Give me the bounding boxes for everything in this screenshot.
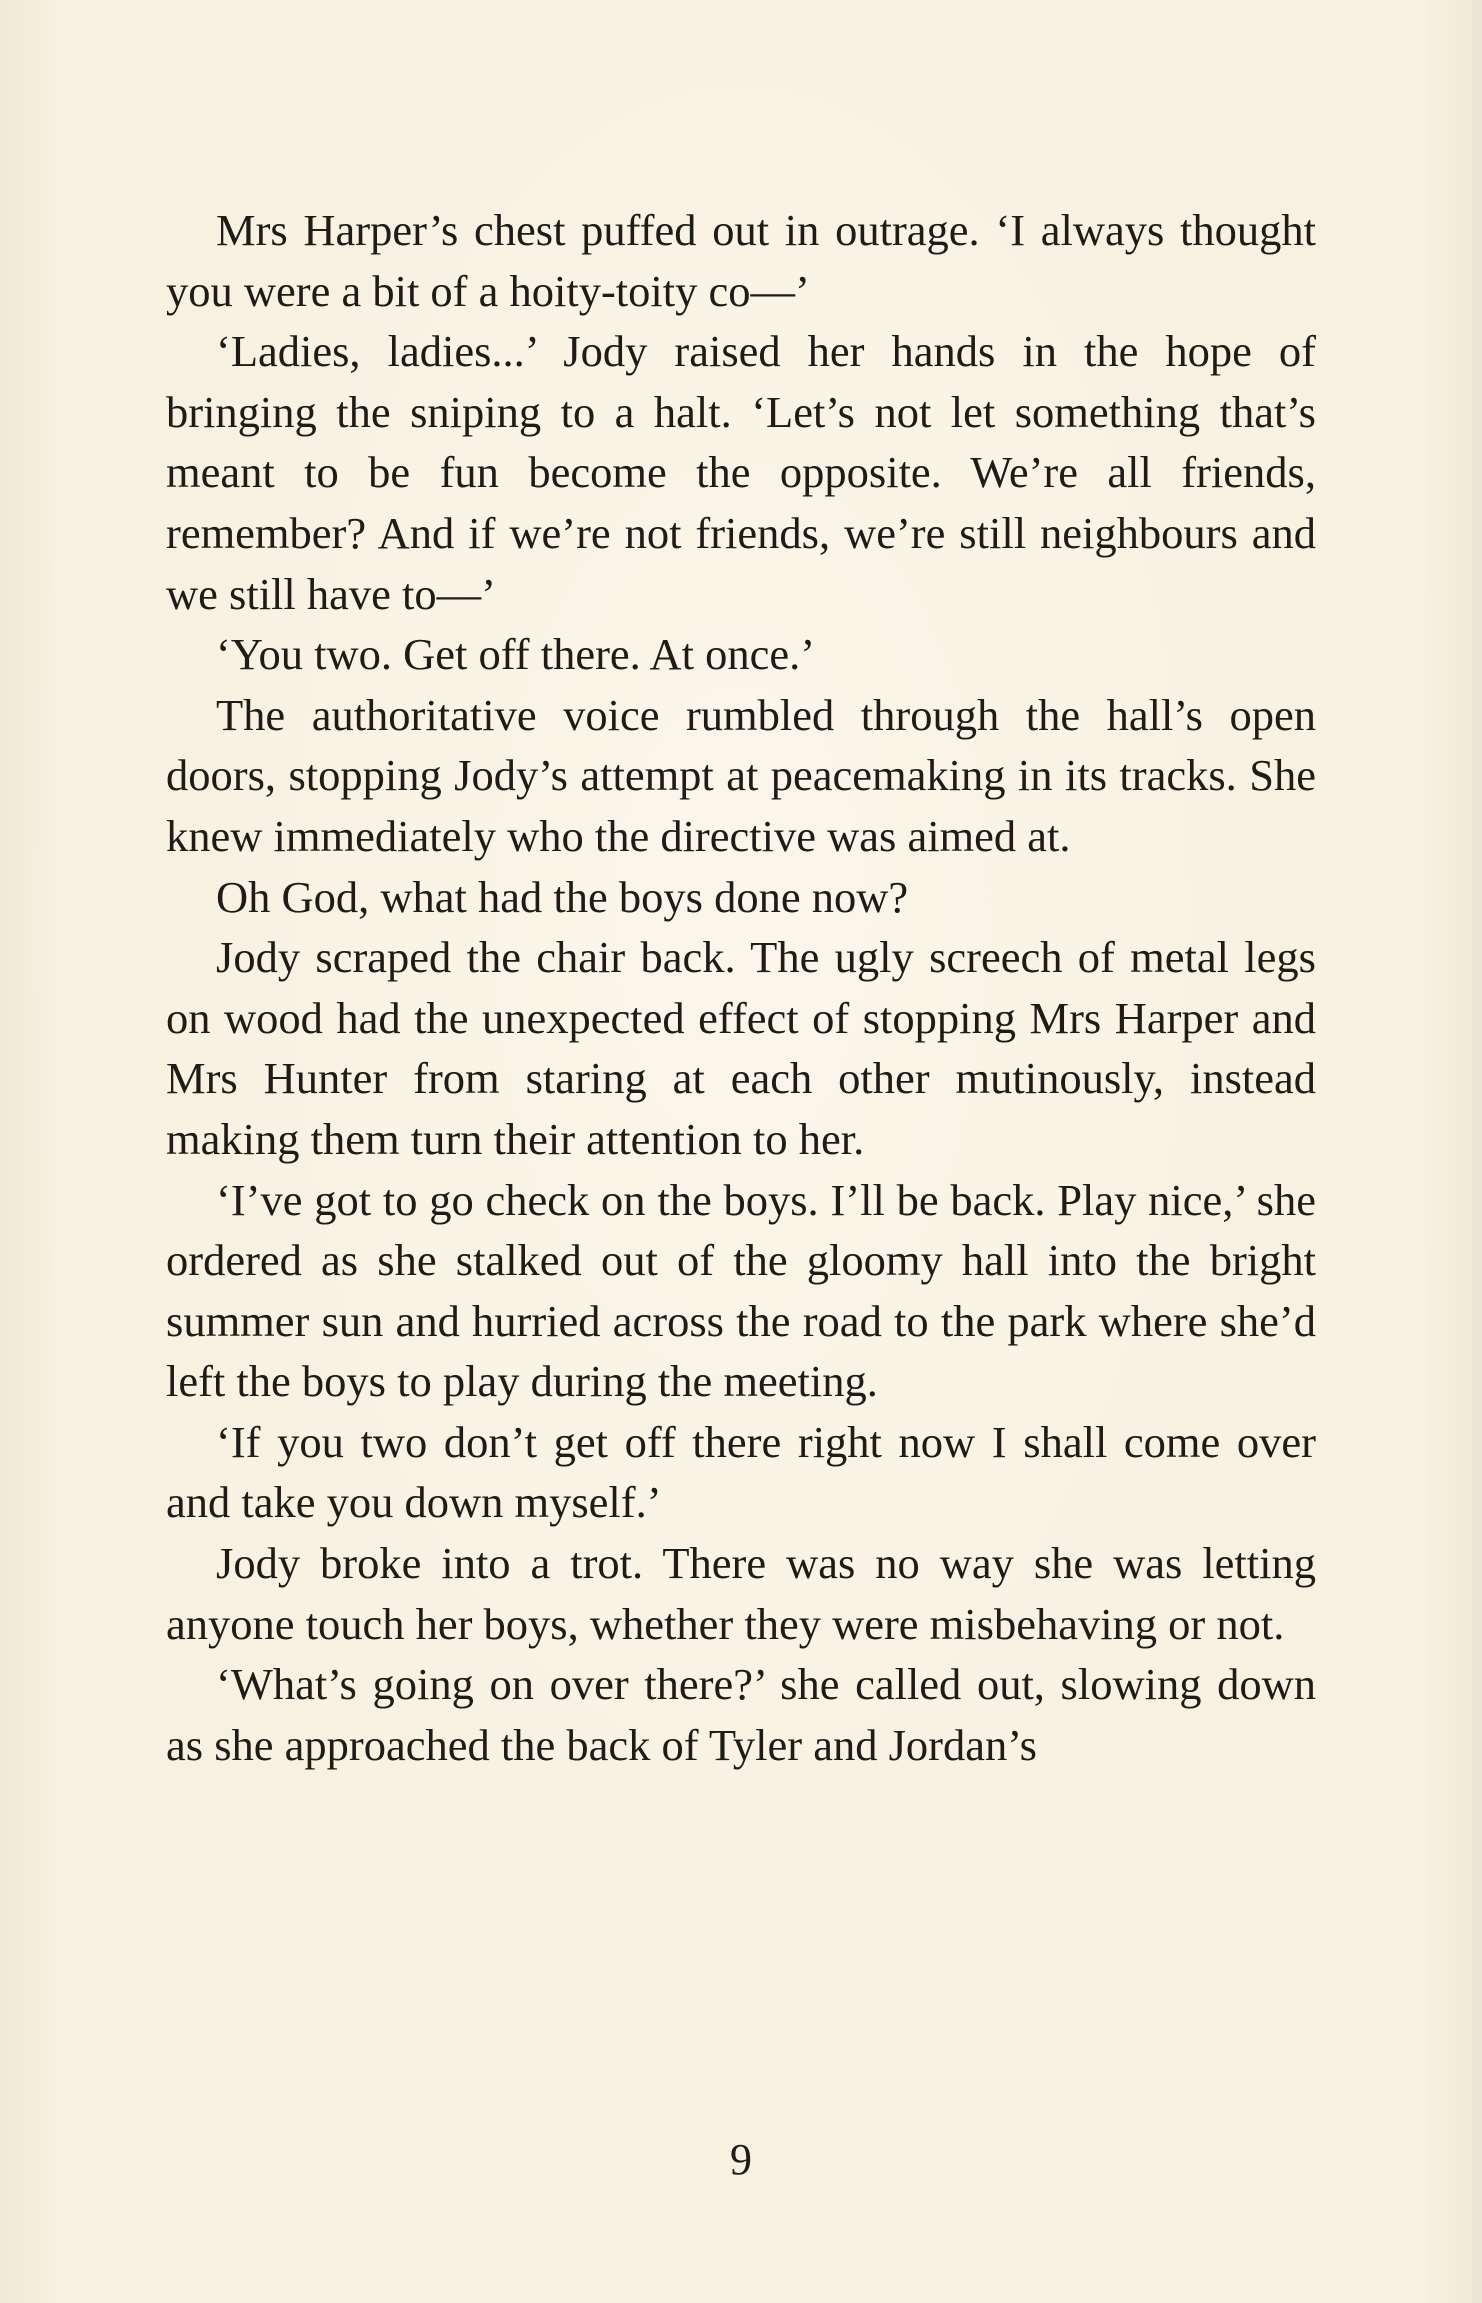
body-text <box>166 200 1316 1775</box>
page-number: 9 <box>730 2135 752 2184</box>
paragraph: Jody broke into a trot. There was no way she was letting anyone touch her boys, whether they were misbehaving or not. <box>166 1538 1316 1649</box>
paragraph: Jody scraped the chair back. The ugly screech of metal legs on wood had the unexpected effect of stopping Mrs Harper and Mrs Hunter from staring at each other mutinously, instead making them turn their attention to her. <box>166 932 1316 1164</box>
page-edge <box>1472 0 1482 2303</box>
paragraph: ‘I’ve got to go check on the boys. I’ll be back. Play nice,’ she ordered as she stalked out of the gloomy hall into the bright summer sun and hurried across the road to the park where she’d left the boys to play during the meeting. <box>166 1174 1316 1407</box>
paragraph: Oh God, what had the boys done now? <box>216 871 909 922</box>
paragraph: The authoritative voice rumbled through the hall’s open doors, stopping Jody’s attempt at peacemaking in its tracks. She knew immediately who the directive was aimed at. <box>166 689 1316 861</box>
paragraph: ‘What’s going on over there?’ she called out, slowing down as she approached the back of Tyler and Jordan’s <box>166 1659 1316 1770</box>
paragraph: ‘Ladies, ladies...’ Jody raised her hands in the hope of bringing the sniping to a halt. ‘Let’s not let something that’s meant to be fun become the opposite. We’re all friends, remember? And if we’re not friends, we’re still neighbours and we still have to—’ <box>166 326 1316 619</box>
paragraph: ‘You two. Get off there. At once.’ <box>216 629 816 680</box>
paragraph: ‘If you two don’t get off there right now I shall come over and take you down myself.’ <box>166 1416 1316 1528</box>
paragraph: Mrs Harper’s chest puffed out in outrage. ‘I always thought you were a bit of a hoity-toity co—’ <box>166 205 1316 316</box>
